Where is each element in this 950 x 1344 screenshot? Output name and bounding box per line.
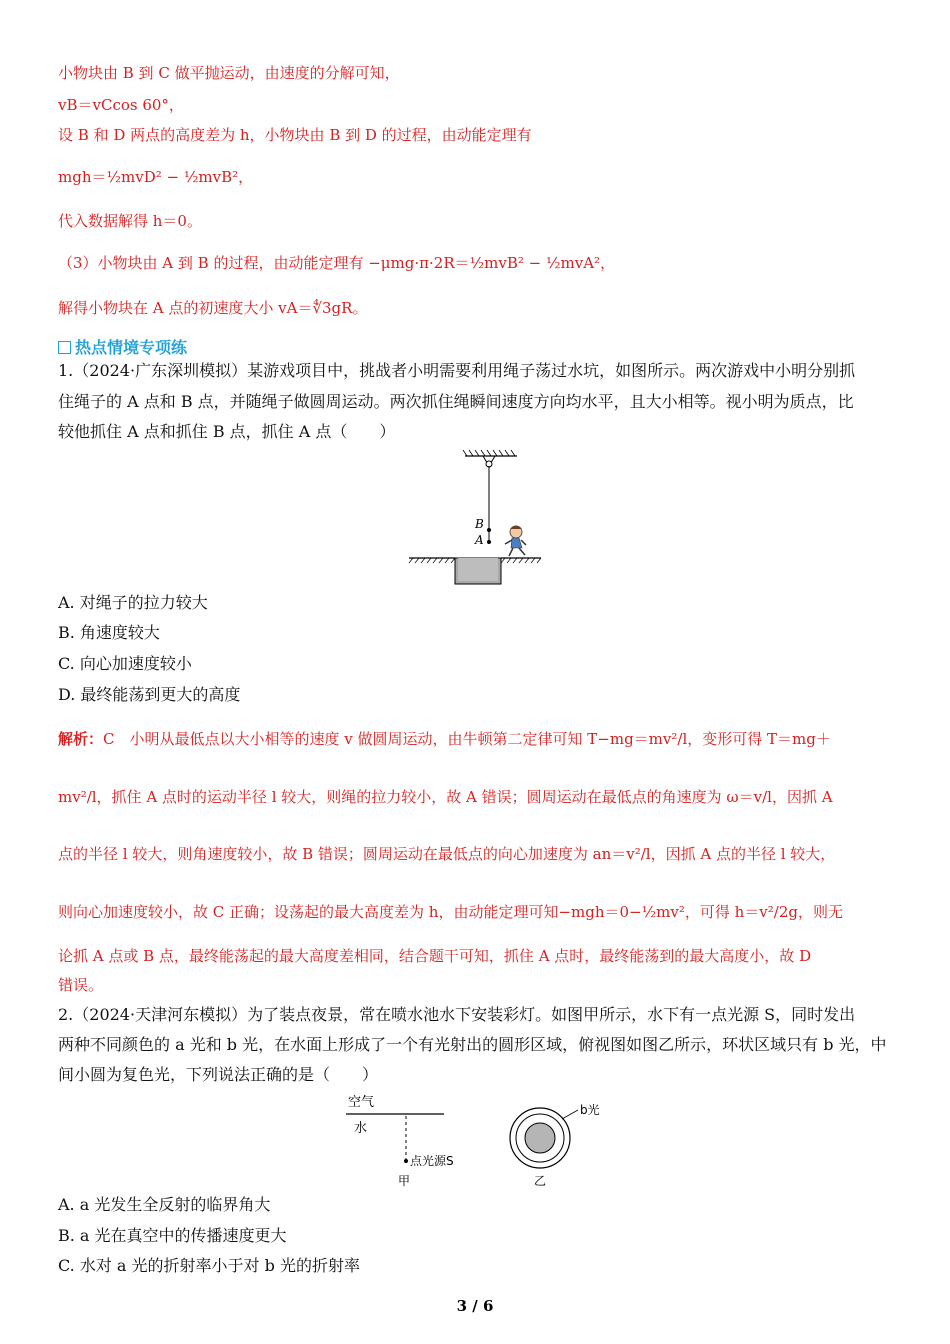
q1-analysis-line-6: 错误。 [58, 976, 104, 994]
inner-circle [525, 1123, 555, 1153]
caption-jia: 甲 [398, 1174, 411, 1188]
b-light-label: b光 [580, 1103, 600, 1117]
section-header [58, 335, 187, 358]
q1-option-b: B. 角速度较大 [58, 623, 160, 642]
runner-icon [505, 526, 526, 557]
q1-option-c: C. 向心加速度较小 [58, 654, 192, 673]
q1-analysis-line-1: 解析：C 小明从最低点以大小相等的速度 v 做圆周运动，由牛顿第二定律可知 T−mg＝mv²/l，变形可得 T＝mg＋ [58, 730, 831, 748]
source-label: 点光源S [410, 1154, 454, 1168]
air-label: 空气 [348, 1095, 375, 1110]
solution-line-4: mgh＝½mvD² − ½mvB²， [58, 168, 254, 186]
point-b-label: B [475, 517, 484, 531]
q2-option-c: C. 水对 a 光的折射率小于对 b 光的折射率 [58, 1256, 360, 1275]
solution-line-5: 代入数据解得 h＝0。 [58, 212, 202, 230]
point-a-label: A [475, 533, 484, 547]
figure-yi [500, 1095, 610, 1190]
q1-stem-line-3: 较他抓住 A 点和抓住 B 点，抓住 A 点（ ） [58, 422, 396, 441]
solution-line-2: vB＝vCcos 60°， [58, 96, 184, 114]
q2-stem-line-2: 两种不同颜色的 a 光和 b 光，在水面上形成了一个有光射出的圆形区域，俯视图如图乙所示，环状区域只有 b 光，中 [58, 1035, 887, 1054]
solution-line-1: 小物块由 B 到 C 做平抛运动，由速度的分解可知， [58, 64, 400, 82]
q2-option-b: B. a 光在真空中的传播速度更大 [58, 1226, 287, 1245]
solution-line-3: 设 B 和 D 两点的高度差为 h，小物块由 B 到 D 的过程，由动能定理有 [58, 126, 532, 144]
water-label: 水 [354, 1121, 368, 1136]
q1-option-d: D. 最终能荡到更大的高度 [58, 685, 241, 704]
solution-line-6: （3）小物块由 A 到 B 的过程，由动能定理有 −μmg·π·2R＝½mvB² − ½mvA²， [58, 254, 616, 272]
solution-line-7: 解得小物块在 A 点的初速度大小 vA＝∜3gR。 [58, 299, 368, 317]
page-number: 3 / 6 [456, 1297, 494, 1315]
q2-stem-line-1: 2.（2024·天津河东模拟）为了装点夜景，常在喷水池水下安装彩灯。如图甲所示，水下有一点光源 S，同时发出 [58, 1005, 856, 1024]
section-title: 热点情境专项练 [75, 338, 188, 357]
caption-yi: 乙 [534, 1174, 547, 1188]
analysis-label: 解析： [58, 730, 104, 748]
q1-stem-line-2: 住绳子的 A 点和 B 点，并随绳子做圆周运动。两次抓住绳瞬间速度方向均水平，且大小相等。视小明为质点，比 [58, 392, 854, 411]
q2-stem-line-3: 间小圆为复色光，下列说法正确的是（ ） [58, 1065, 379, 1084]
q1-analysis-line-2: mv²/l，抓住 A 点时的运动半径 l 较大，则绳的拉力较小，故 A 错误；圆周运动在最低点的角速度为 ω＝v/l，因抓 A [58, 788, 833, 806]
light-source-dot [404, 1159, 408, 1163]
figure-jia [340, 1090, 470, 1190]
checkbox-square-icon [58, 341, 71, 354]
q1-analysis-line-5: 论抓 A 点或 B 点，最终能荡起的最大高度差相同，结合题干可知，抓住 A 点时，最终能荡到的最大高度小，故 D [58, 947, 812, 965]
q1-analysis-line-4: 则向心加速度较小，故 C 正确；设荡起的最大高度差为 h，由动能定理可知−mgh＝0−½mv²，可得 h＝v²/2g，则无 [58, 903, 843, 921]
q2-option-a: A. a 光发生全反射的临界角大 [58, 1195, 271, 1214]
rope-pit-figure [405, 448, 545, 590]
q1-stem-line-1: 1.（2024·广东深圳模拟）某游戏项目中，挑战者小明需要利用绳子荡过水坑，如图所示。两次游戏中小明分别抓 [58, 361, 856, 380]
q1-option-a: A. 对绳子的拉力较大 [58, 593, 208, 612]
q1-analysis-line-3: 点的半径 l 较大，则角速度较小，故 B 错误；圆周运动在最低点的向心加速度为 an＝v²/l，因抓 A 点的半径 l 较大， [58, 845, 836, 863]
